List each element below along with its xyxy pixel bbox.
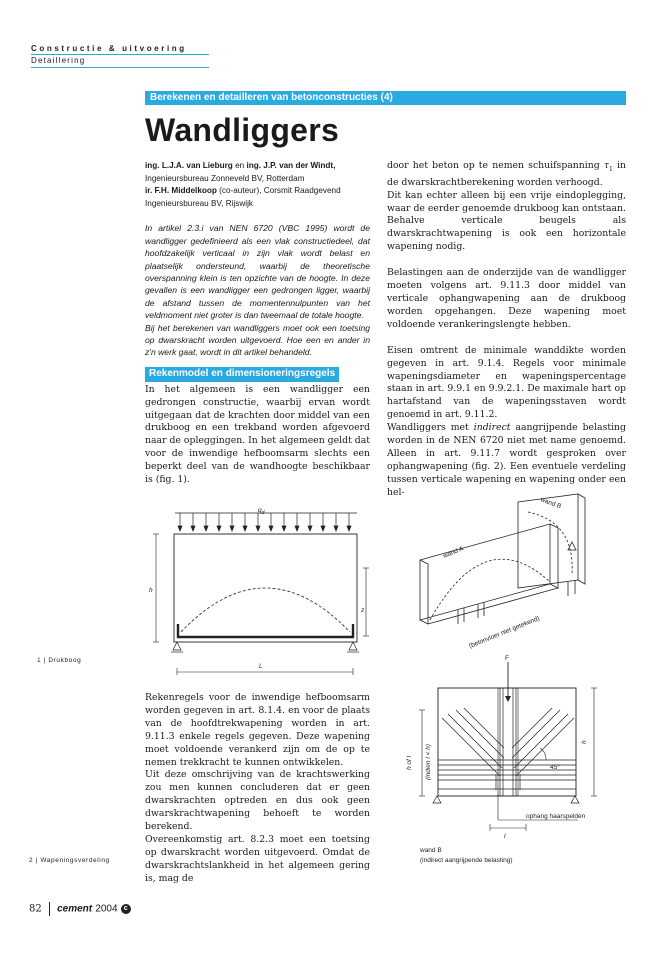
fig1-load-symbol: q [258,507,262,514]
c2-p5-text-a: Wandliggers met [387,422,474,434]
footer-divider [49,902,50,916]
author-2: ing. J.P. van der Windt, [246,161,336,170]
column-1-lower [145,692,370,886]
c2-p5-emphasis: indirect [473,422,511,434]
author-3: ir. F.H. Middelkoop [145,186,217,196]
authors-line-2 [145,185,370,198]
body-paragraph-c2-1 [387,160,626,190]
body-paragraph-c2-3: Belastingen aan de onderzijde van de wandligger moeten volgens art. 9.11.3 door middel van verticale ophangwapening aan de drukboog worden opgehangen. Deze wapening moet voldoende verankeringslengte hebben. [387,267,626,330]
figure-2-wapening [400,652,626,868]
tau-symbol: τ [603,160,610,171]
body-paragraph-c2-4: Eisen omtrent de minimale wanddikte worden gegeven in art. 9.1.4. Regels voor minimale wapeningsdiameter en wapeningspercentage staan in art. 9.9.1 en 9.9.2.1. De maximale hart op hartafstand van de wapeningsstaven wordt genoemd in art. 9.11.2. [387,344,626,421]
c2-p5-text-b: aangrijpende belasting worden in de NEN 6720 niet met name genoemd. Alleen in art. 9.11.7 wordt gesproken over ophangwapening (fig. 2). Een eventuele verdeling tussen verticale wapening en wapening onder een hel- [387,422,626,498]
c2-p1-text-a: door het beton op te nemen schuifspanning [387,160,604,171]
header-rule-2 [31,67,209,68]
intro-paragraph-1: In artikel 2.3.i van NEN 6720 (VBC 1995) wordt de wandligger gedefinieerd als een vlak constructiedeel, dat hoofdzakelijk verticaal in zijn vlak wordt belast en plaatselijk ondersteund, waarbij de theoretische overspanning klein is ten opzichte van de hoogte. In deze gevallen is een wandligger een gedrongen ligger, waarbij de afstand tussen de momentennulpunten van het veldmoment niet groter is dan tweemaal de totale hoogte. [145,223,370,321]
fig1-z-label: z [361,607,365,614]
body-paragraph-c1-3: Uit deze omschrijving van de krachtswerking zou men kunnen concluderen dat er geen dwarskrachten optreden en dus ook geen dwarskrachtwapening behoeft te worden berekend. [145,769,370,833]
body-paragraph-c2-2: Dit kan echter alleen bij een vrije eindoplegging, waar de eerder genoemde drukboog kan ontstaan. Behalve verticale beugels als dwarskrachtwapening is ook een horizontale wapening nodig. [387,189,626,253]
affiliation-2: Ingenieursbureau BV, Rijswijk [145,198,254,208]
iso-wand-b-label: wand B [539,496,563,511]
fig2-h-of-l-label: h of l [406,755,413,770]
article-title: Wandliggers [145,112,340,148]
body-paragraph-c2-5 [387,422,626,499]
coauthor-note: (co-auteur), Corsmit Raadgevend [216,186,341,196]
figure-2-caption: 2 | Wapeningsverdeling [29,857,110,864]
fig2-h-label: h [581,740,588,744]
footer [29,902,131,916]
iso-wand-a-label: wand A [442,545,465,560]
subsection-label: Detaillering [31,56,86,65]
affiliation-1: Ingenieursbureau Zonneveld BV, Rotterdam [145,173,305,183]
c2-p1-text-b: in de dwarskrachtberekening worden verhoogd. [387,160,626,188]
column-2 [387,160,626,500]
page-number: 82 [29,903,42,915]
fig2-f-label: F [505,655,509,662]
fig1-l-label: L [259,663,263,670]
subheading: Rekenmodel en dimensioneringsregels [145,367,339,382]
series-label: Berekenen en detailleren van betonconstructies (4) [150,92,393,103]
fig1-load-subscript: d [261,510,265,516]
figure-isometric-walls [400,492,626,652]
tau-subscript: 1 [609,165,613,173]
section-label: Constructie & uitvoering [31,44,187,53]
figure-1-caption: 1 | Drukboog [37,657,82,664]
fig2-wand-b-note: (indirect aangrijpende belasting) [420,857,513,864]
author-conj: en [232,161,247,170]
body-paragraph-c1-4: Overeenkomstig art. 8.2.3 moet een toetsing op dwarskracht worden uitgevoerd. Omdat de dwarskrachtslankheid in het algemeen gering is, mag de [145,833,370,884]
fig1-h-label: h [149,587,153,594]
fig2-angle-label: 45° [550,764,560,771]
fig2-wand-b-label: wand B [420,847,442,854]
header-rule-1 [31,54,209,55]
body-paragraph-c1-2: Rekenregels voor de inwendige hefboomsarm worden gegeven in art. 8.1.4. en voor de plaats van de hoofdtrekwapening worden in art. 9.11.3 enkele regels gegeven. Deze wapening moet voldoende verankerd zijn om de op te nemen trekkracht te kunnen ontwikkelen. [145,692,370,768]
fig2-l-label: l [504,833,506,840]
column-1-upper [145,160,370,487]
fig2-indien-label: (indien l < h) [425,744,432,780]
magazine-name: cement [57,903,93,915]
fig2-ophang-label: ophang haarspelden [526,813,586,820]
magazine-year: 2004 [95,903,118,915]
authors-line-1 [145,160,370,173]
fig1-load-label [258,507,265,516]
body-paragraph-c1-1: In het algemeen is een wandligger een gedrongen constructie, waarbij ervan wordt uitgegaan dat de krachten door middel van een drukboog en een trekband worden afgevoerd naar de opleggingen. In het algemeen geldt dat voor de inwendige hefboomsarm slechts een beperkt deel van de wandhoogte beschikbaar is (fig. 1). [145,383,370,486]
magazine-logo-icon: c [121,904,131,914]
intro-paragraph-2: Bij het berekenen van wandliggers moet ook een toetsing op dwarskracht worden uitgevoerd. Hoe een en ander in z'n werk gaat, wordt in dit artikel behandeld. [145,322,370,358]
author-1: ing. L.J.A. van Lieburg [145,161,233,170]
figure-1-drukboog [145,504,370,676]
iso-note: (betonvloer niet getekend) [468,615,541,650]
